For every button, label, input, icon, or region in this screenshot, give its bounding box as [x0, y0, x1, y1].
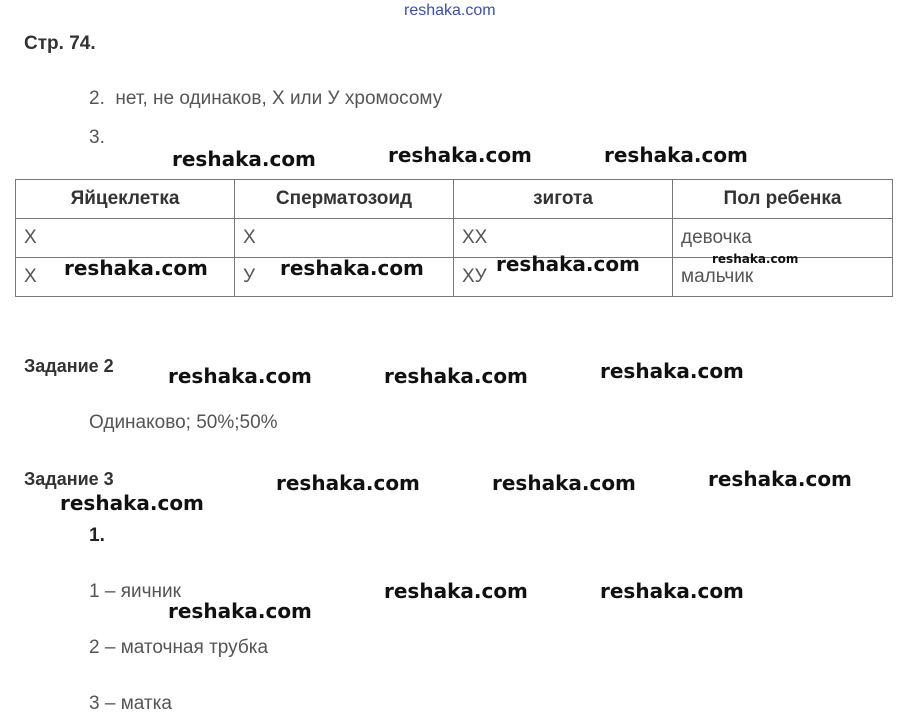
header-egg-cell: Яйцеклетка	[16, 180, 235, 219]
table-cell: ХХ	[454, 219, 673, 258]
watermark: reshaka.com	[384, 579, 528, 603]
watermark: reshaka.com	[600, 579, 744, 603]
task-3-item-2: 2 – маточная трубка	[89, 637, 269, 658]
question-2	[89, 88, 442, 110]
table-cell: девочка	[673, 219, 893, 258]
watermark: reshaka.com	[496, 252, 640, 276]
question-3-number: 3.	[89, 127, 105, 148]
watermark: reshaka.com	[172, 147, 316, 171]
header-child-sex: Пол ребенка	[673, 180, 893, 219]
table-cell: У	[235, 258, 454, 297]
watermark: reshaka.com	[388, 143, 532, 167]
table-cell: Х	[16, 219, 235, 258]
task-2-answer: Одинаково; 50%;50%	[89, 412, 278, 433]
watermark: reshaka.com	[60, 491, 204, 515]
page-label: Стр. 74.	[24, 33, 96, 54]
watermark: reshaka.com	[64, 256, 208, 280]
table-cell: мальчик	[673, 258, 893, 297]
watermark: reshaka.com	[604, 143, 748, 167]
watermark: reshaka.com	[708, 467, 852, 491]
watermark: reshaka.com	[384, 364, 528, 388]
table-cell: Х	[235, 219, 454, 258]
watermark: reshaka.com	[712, 252, 799, 266]
task-3-heading: Задание 3	[24, 469, 114, 489]
watermark: reshaka.com	[168, 599, 312, 623]
task-2-heading: Задание 2	[24, 356, 114, 376]
watermark: reshaka.com	[600, 359, 744, 383]
watermark: reshaka.com	[168, 364, 312, 388]
watermark-top: reshaka.com	[404, 2, 496, 19]
question-2-answer: нет, не одинаков, Х или У хромосому	[115, 88, 443, 109]
table-cell: ХУ	[454, 258, 673, 297]
question-2-number: 2.	[89, 88, 105, 109]
task-3-item-1: 1 – яичник	[89, 581, 181, 602]
header-sperm-cell: Сперматозоид	[235, 180, 454, 219]
task-3-item-3: 3 – матка	[89, 693, 172, 714]
task-3-number: 1.	[89, 525, 105, 546]
watermark: reshaka.com	[492, 471, 636, 495]
watermark: reshaka.com	[280, 256, 424, 280]
watermark: reshaka.com	[276, 471, 420, 495]
table-cell: Х	[16, 258, 235, 297]
table-header-row	[16, 180, 893, 219]
header-zygote: зигота	[454, 180, 673, 219]
